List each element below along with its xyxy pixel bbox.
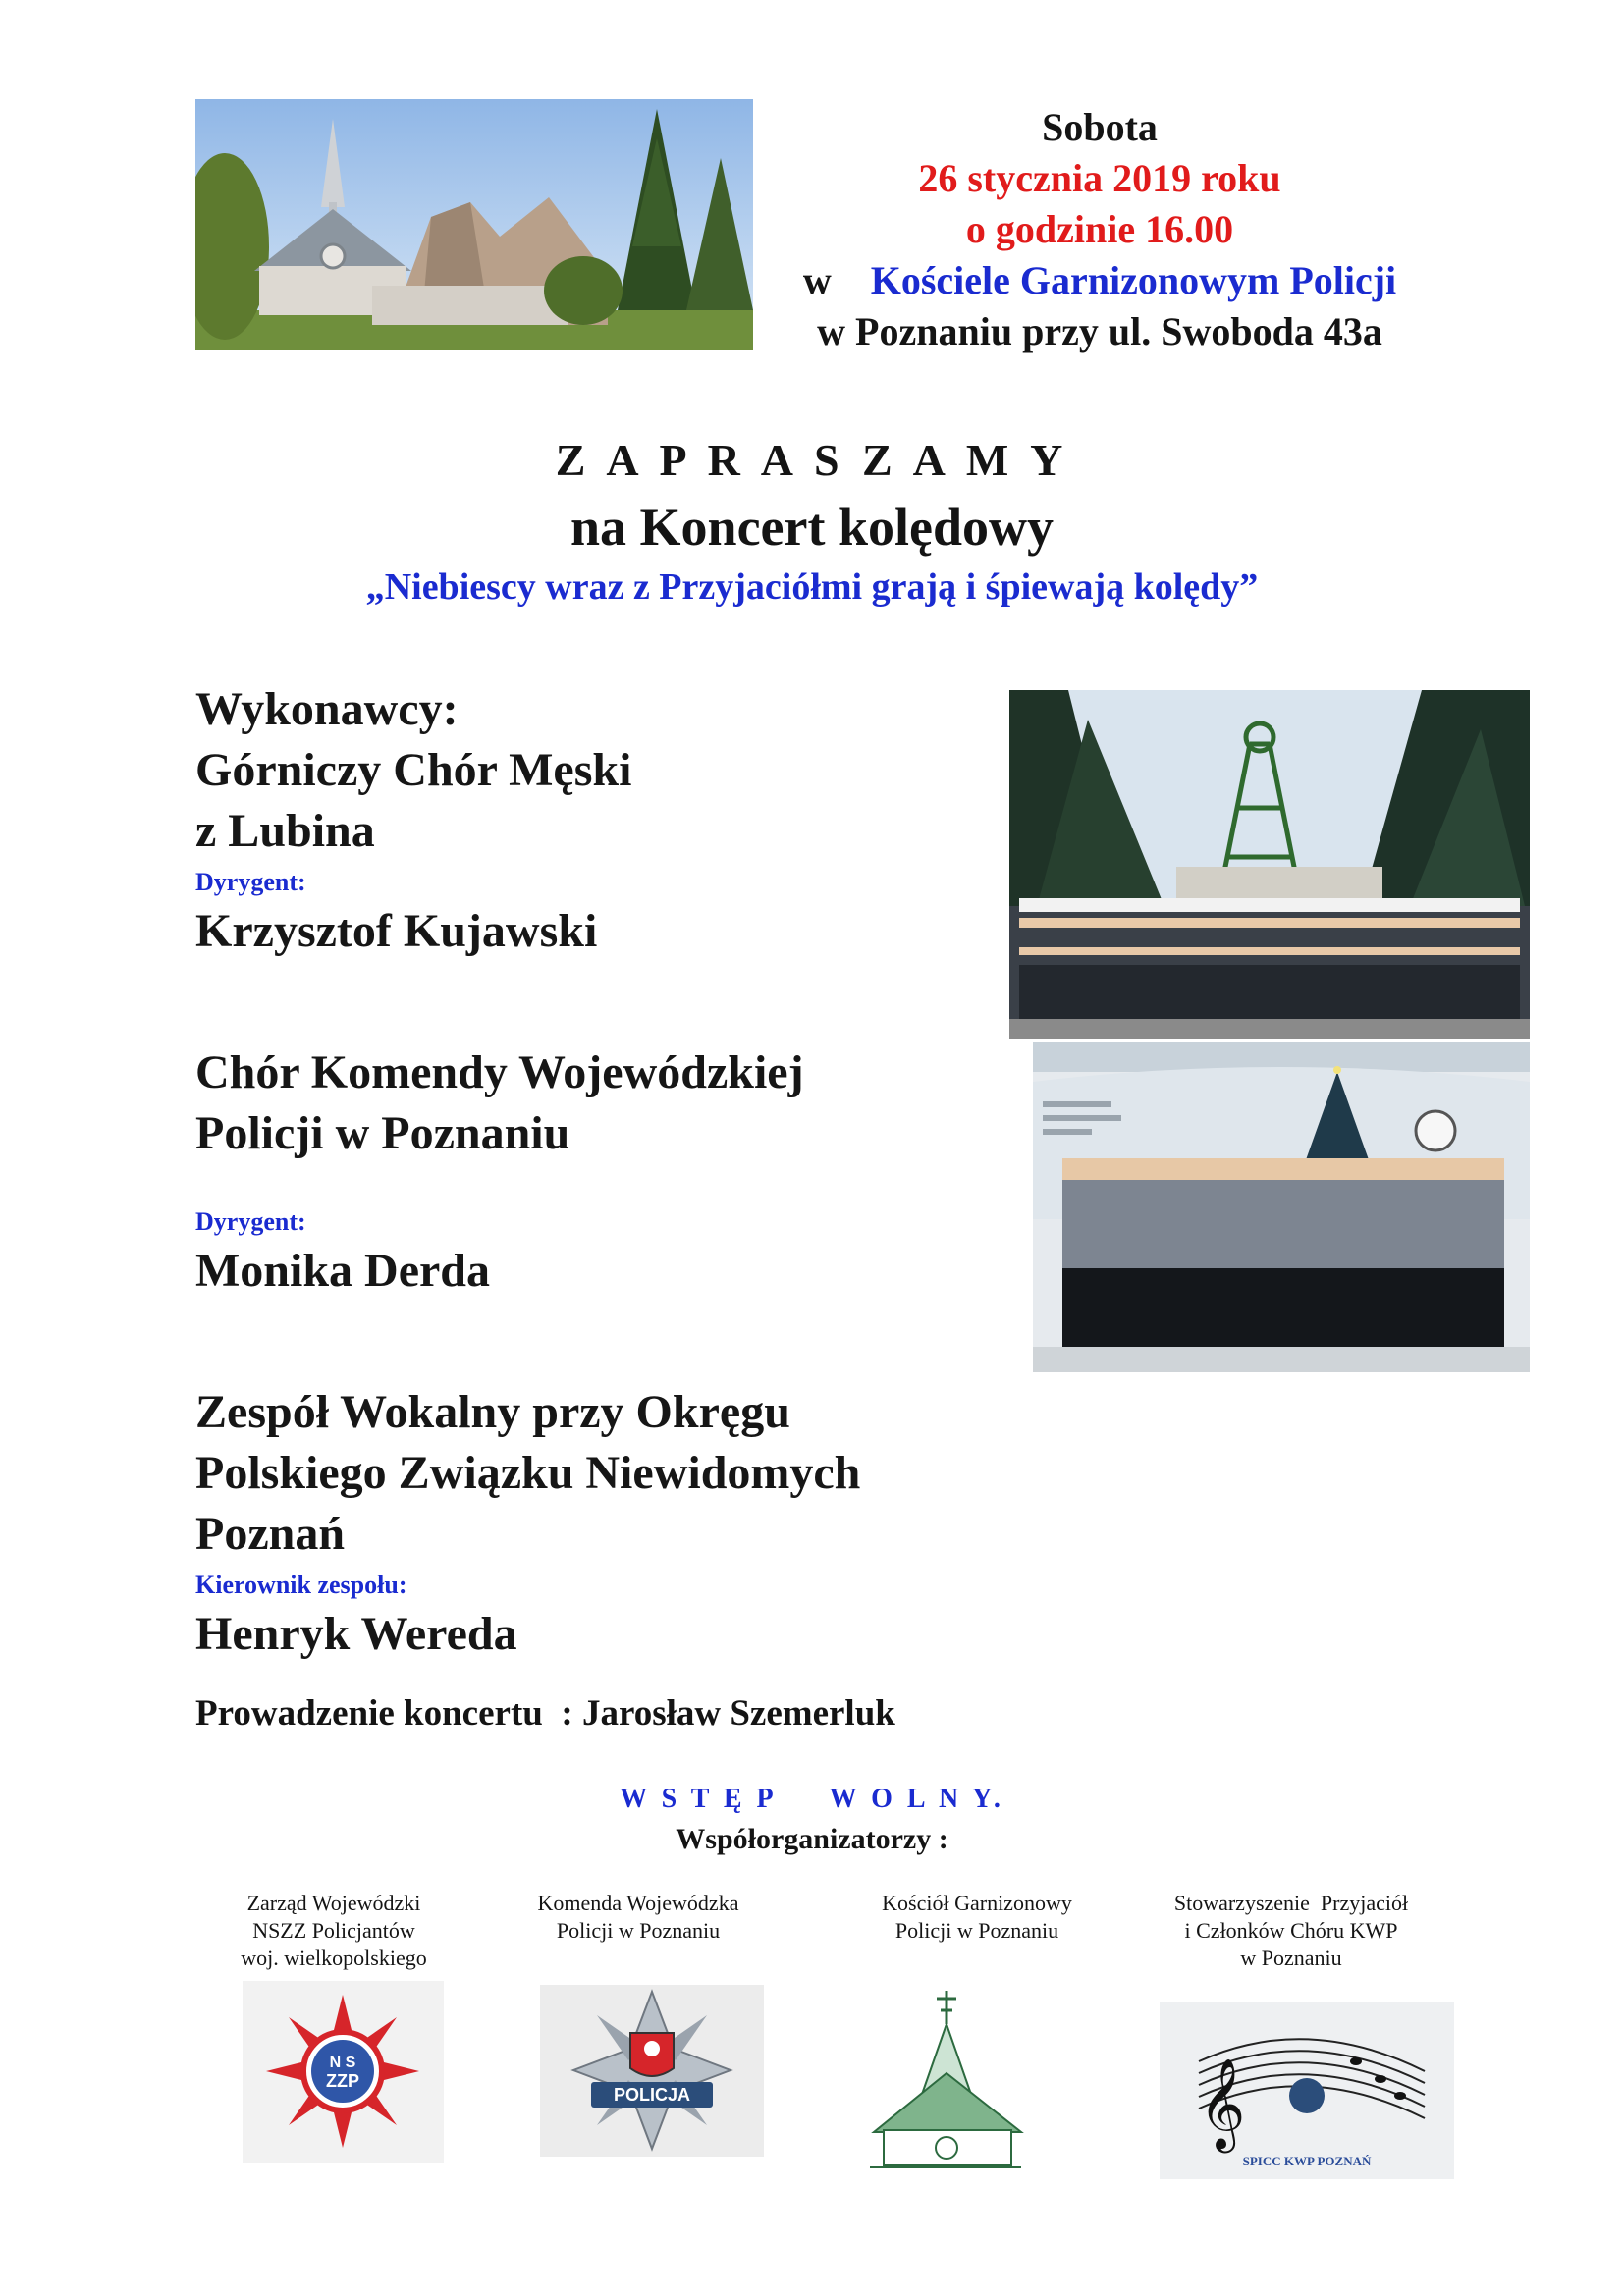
group-2-role: Dyrygent: xyxy=(195,1207,306,1236)
group-3-name-line-1: Zespół Wokalny przy Okręgu xyxy=(195,1386,790,1438)
host-separator: : xyxy=(561,1693,573,1734)
venue-name: Kościele Garnizonowym Policji xyxy=(870,258,1397,302)
church-drawing-logo xyxy=(864,1985,1029,2173)
group-1-name-line-1: Górniczy Chór Męski xyxy=(195,744,632,796)
event-day: Sobota xyxy=(1042,105,1158,149)
event-time: o godzinie 16.00 xyxy=(965,207,1234,251)
invite-motto: „Niebiescy wraz z Przyjaciółmi grają i śpiewają kolędy” xyxy=(365,566,1259,608)
host-label: Prowadzenie koncertu xyxy=(195,1693,543,1734)
group-2-name-line-1: Chór Komendy Wojewódzkiej xyxy=(195,1046,804,1098)
coorganizers-heading: Współorganizatorzy : xyxy=(676,1823,948,1855)
invite-subtitle: na Koncert kolędowy xyxy=(570,498,1054,557)
coorganizer-3-line-1: Kościół Garnizonowy xyxy=(882,1891,1072,1915)
coorganizer-1-label xyxy=(196,1890,471,1972)
coorganizer-1-line-2: NSZZ Policjantów xyxy=(252,1918,415,1943)
group-3-name-line-2: Polskiego Związku Niewidomych xyxy=(195,1447,861,1499)
coorganizer-4-label xyxy=(1144,1890,1438,1972)
policja-star-badge-logo xyxy=(540,1985,764,2157)
coorganizer-1-line-1: Zarząd Wojewódzki xyxy=(246,1891,421,1915)
host-line xyxy=(195,1692,895,1735)
coorganizer-2-line-2: Policji w Poznaniu xyxy=(556,1918,721,1943)
coorganizer-4-line-1: Stowarzyszenie Przyjaciół xyxy=(1173,1891,1409,1915)
svg-text:𝄞: 𝄞 xyxy=(1199,2057,1246,2149)
coorganizer-2-label xyxy=(501,1890,776,1945)
group-1-role: Dyrygent: xyxy=(195,868,306,896)
police-choir-photo xyxy=(1033,1042,1530,1372)
coorganizer-4-line-2: i Członków Chóru KWP xyxy=(1184,1918,1398,1943)
free-entry: W S T Ę P W O L N Y. xyxy=(620,1784,1004,1814)
music-staff-logo xyxy=(1160,2002,1454,2179)
group-2-person: Monika Derda xyxy=(195,1245,490,1297)
performers-heading: Wykonawcy: xyxy=(195,683,459,735)
coorganizer-3-line-2: Policji w Poznaniu xyxy=(894,1918,1059,1943)
nszzp-star-logo xyxy=(243,1981,444,2163)
host-name: Jarosław Szemerluk xyxy=(581,1693,895,1734)
invite-title: Z A P R A S Z A M Y xyxy=(555,435,1069,485)
church-photo xyxy=(195,99,753,350)
group-3-role: Kierownik zespołu: xyxy=(195,1571,407,1599)
policja-logo-text: POLICJA xyxy=(613,2085,691,2105)
spicc-logo-text: SPICC KWP POZNAŃ xyxy=(1242,2154,1372,2168)
miners-choir-photo xyxy=(1009,690,1530,1039)
group-1-person: Krzysztof Kujawski xyxy=(195,905,598,957)
event-date: 26 stycznia 2019 roku xyxy=(918,156,1281,200)
coorganizer-3-label xyxy=(839,1890,1114,1945)
nszzp-logo-text-top: N S xyxy=(329,2055,356,2071)
coorganizer-2-line-1: Komenda Wojewódzka xyxy=(537,1891,739,1915)
group-2-name-line-2: Policji w Poznaniu xyxy=(195,1107,570,1159)
venue-prefix: w xyxy=(802,258,832,302)
event-address: w Poznaniu przy ul. Swoboda 43a xyxy=(817,309,1382,353)
event-venue xyxy=(746,255,1453,306)
nszzp-logo-text-bottom: ZZP xyxy=(326,2071,359,2091)
coorganizer-1-line-3: woj. wielkopolskiego xyxy=(241,1946,427,1970)
group-3-person: Henryk Wereda xyxy=(195,1608,517,1660)
group-3-name-line-3: Poznań xyxy=(195,1508,346,1560)
coorganizer-4-line-3: w Poznaniu xyxy=(1240,1946,1342,1970)
group-1-name-line-2: z Lubina xyxy=(195,805,375,857)
